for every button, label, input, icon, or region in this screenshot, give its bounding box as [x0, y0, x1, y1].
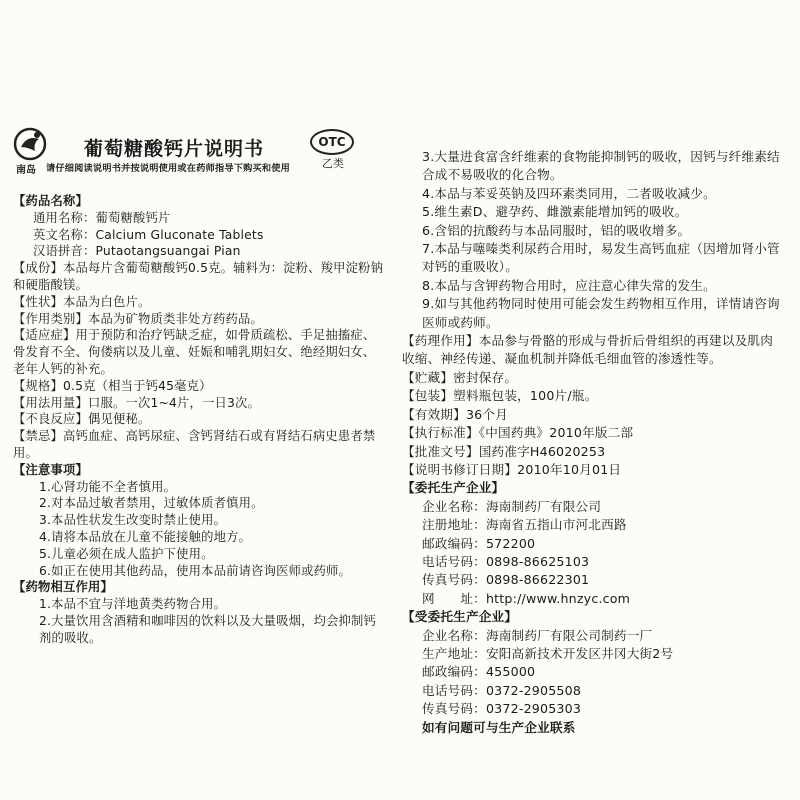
manufacturer-line: 电话号码：0898-86625103	[422, 553, 590, 569]
composition-section: 【成份】本品每片含葡萄糖酸钙0.5克。辅料为：淀粉、羧甲淀粉钠和硬脂酸镁。	[13, 261, 384, 292]
manufacturer-line: 邮政编码：572200	[422, 535, 536, 551]
usage-notice: 请仔细阅读说明书并按说明使用或在药师指导下购买和使用	[46, 163, 291, 174]
category-section: 【作用类别】本品为矿物质类非处方药药品。	[13, 311, 263, 326]
manufacturer-line: 传真号码：0898-86622301	[422, 572, 590, 588]
contact-note: 如有问题可与生产企业联系	[422, 719, 576, 735]
package-section: 【包装】塑料瓶包装，100片/瓶。	[402, 388, 598, 404]
contraindication-section: 【禁忌】高钙血症、高钙尿症、含钙肾结石或有肾结石病史患者禁用。	[13, 429, 376, 460]
contractor-heading: 【受委托生产企业】	[402, 609, 518, 625]
drug-name-heading: 【药品名称】	[13, 194, 88, 208]
interaction-item: 1.本品不宜与洋地黄类药物合用。	[39, 597, 227, 612]
precautions-heading: 【注意事项】	[13, 462, 88, 477]
contractor-line: 邮政编码：455000	[422, 664, 536, 680]
interaction-item: 9.如与其他药物同时使用可能会发生药物相互作用，详情请咨询医师或药师。	[422, 296, 780, 330]
manufacturer-heading: 【委托生产企业】	[402, 480, 505, 496]
logo-emblem-icon	[13, 127, 47, 161]
interaction-item: 8.本品与含钾药物合用时，应注意心律失常的发生。	[422, 277, 716, 293]
spec-section: 【规格】0.5克（相当于钙45毫克）	[13, 378, 212, 393]
indication-section: 【适应症】用于预防和治疗钙缺乏症，如骨质疏松、手足抽搐症、骨发育不全、佝偻病以及儿童、妊娠和哺乳期妇女、绝经期妇女、老年人钙的补充。	[13, 328, 376, 376]
usage-section: 【用法用量】口服。一次1~4片，一日3次。	[13, 395, 261, 410]
storage-section: 【贮藏】密封保存。	[402, 369, 518, 385]
interaction-item: 3.大量进食富含纤维素的食物能抑制钙的吸收，因钙与纤维素结合成不易吸收的化合物。	[422, 149, 780, 183]
adverse-reaction-section: 【不良反应】偶见便秘。	[13, 412, 151, 427]
manufacturer-line: 注册地址：海南省五指山市河北西路	[422, 517, 627, 533]
property-section: 【性状】本品为白色片。	[13, 294, 151, 309]
leaflet-header	[8, 124, 388, 184]
leaflet-title: 葡萄糖酸钙片说明书	[84, 138, 265, 160]
interaction-item: 5.维生素D、避孕药、雌激素能增加钙的吸收。	[422, 204, 688, 220]
company-logo-text: 南岛	[16, 165, 36, 176]
english-name: 英文名称：Calcium Gluconate Tablets	[33, 227, 264, 242]
precaution-item: 3.本品性状发生改变时禁止使用。	[39, 513, 227, 528]
revision-date-section: 【说明书修订日期】2010年10月01日	[402, 461, 622, 477]
interactions-heading: 【药物相互作用】	[13, 580, 113, 595]
interaction-item: 6.含铝的抗酸药与本品同服时，铝的吸收增多。	[422, 222, 691, 238]
validity-section: 【有效期】36个月	[402, 406, 508, 422]
contractor-line: 传真号码：0372-2905303	[422, 701, 582, 717]
precaution-item: 5.儿童必须在成人监护下使用。	[39, 546, 214, 561]
contractor-line: 企业名称：海南制药厂有限公司制药一厂	[422, 627, 653, 643]
otc-class-label: 乙类	[322, 157, 344, 170]
precaution-item: 6.如正在使用其他药品，使用本品前请咨询医师或药师。	[39, 563, 352, 578]
right-column	[402, 148, 782, 737]
manufacturer-line: 企业名称：海南制药厂有限公司	[422, 498, 602, 514]
otc-badge: OTC	[310, 129, 354, 155]
approval-section: 【批准文号】国药准字H46020253	[402, 443, 606, 459]
interaction-item: 7.本品与噻嗪类利尿药合用时，易发生高钙血症（因增加肾小管对钙的重吸收）。	[422, 241, 780, 275]
precaution-item: 4.请将本品放在儿童不能接触的地方。	[39, 529, 252, 544]
pharmacology-section: 【药理作用】本品参与骨骼的形成与骨折后骨组织的再建以及肌肉收缩、神经传递、凝血机制并降低毛细血管的渗透性等。	[402, 333, 774, 367]
left-column	[13, 193, 385, 647]
company-logo	[13, 127, 47, 161]
precaution-item: 2.对本品过敏者禁用，过敏体质者慎用。	[39, 496, 264, 511]
generic-name: 通用名称：葡萄糖酸钙片	[33, 210, 171, 225]
standard-section: 【执行标准】《中国药典》2010年版二部	[402, 425, 634, 441]
interaction-item: 2.大量饮用含酒精和咖啡因的饮料以及大量吸烟，均会抑制钙剂的吸收。	[39, 613, 377, 645]
contractor-line: 电话号码：0372-2905508	[422, 682, 582, 698]
pinyin-name: 汉语拼音：Putaotangsuangai Pian	[33, 244, 241, 259]
contractor-line: 生产地址：安阳高新技术开发区井冈大街2号	[422, 645, 674, 661]
interaction-item: 4.本品与苯妥英钠及四环素类同用，二者吸收减少。	[422, 185, 716, 201]
manufacturer-line: 网 址：http://www.hnzyc.com	[422, 590, 631, 606]
precaution-item: 1.心肾功能不全者慎用。	[39, 479, 177, 494]
